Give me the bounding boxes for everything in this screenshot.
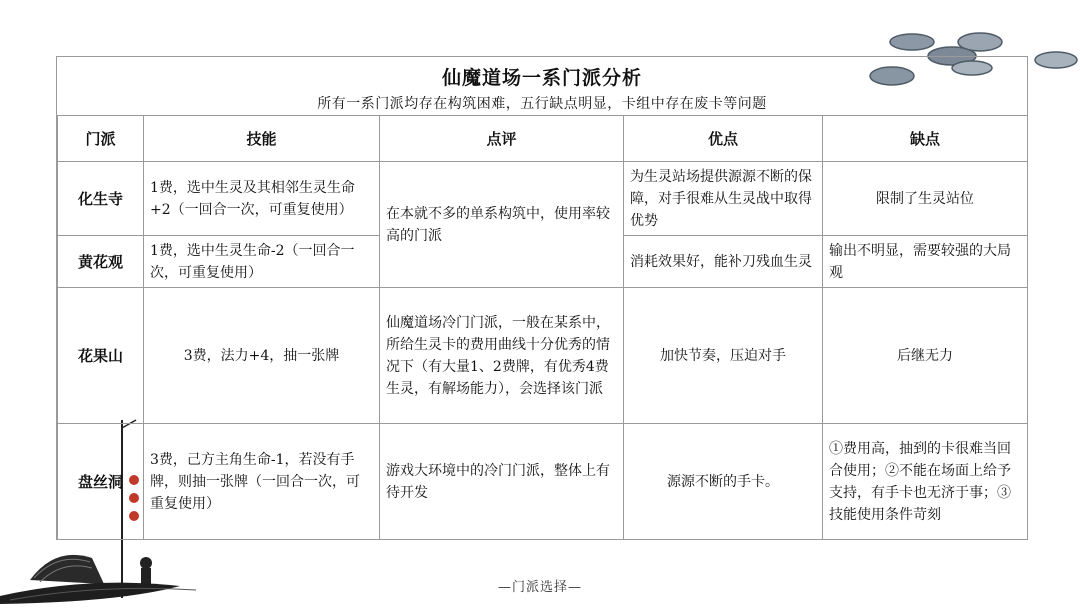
- sect-analysis-table: [57, 115, 1028, 540]
- sect-name: 花果山: [58, 288, 144, 424]
- skill-cell: 1费，选中生灵生命-2（一回合一次，可重复使用）: [144, 236, 380, 288]
- table-row: [58, 162, 1028, 236]
- skill-cell: 1费，选中生灵及其相邻生灵生命+2（一回合一次，可重复使用）: [144, 162, 380, 236]
- cons-cell: 后继无力: [823, 288, 1028, 424]
- cons-cell: ①费用高，抽到的卡很难当回合使用；②不能在场面上给予支持，有手卡也无济于事；③技能使用条件苛刻: [823, 424, 1028, 540]
- column-header-pros: 优点: [624, 116, 823, 162]
- comment-cell: 仙魔道场冷门门派，一般在某系中，所给生灵卡的费用曲线十分优秀的情况下（有大量1、2费牌，有优秀4费生灵，有解场能力），会选择该门派: [380, 288, 624, 424]
- column-header-sect: 门派: [58, 116, 144, 162]
- analysis-frame: [56, 56, 1028, 540]
- sect-name: 黄花观: [58, 236, 144, 288]
- comment-cell: 游戏大环境中的冷门门派，整体上有待开发: [380, 424, 624, 540]
- pros-cell: 消耗效果好，能补刀残血生灵: [624, 236, 823, 288]
- column-header-skill: 技能: [144, 116, 380, 162]
- page-subtitle: 所有一系门派均存在构筑困难，五行缺点明显，卡组中存在废卡等问题: [317, 96, 767, 112]
- page-title: 仙魔道场一系门派分析: [441, 67, 642, 89]
- skill-cell: 3费，法力+4，抽一张牌: [144, 288, 380, 424]
- header: [57, 57, 1027, 116]
- pros-cell: 加快节奏，压迫对手: [624, 288, 823, 424]
- pros-cell: 为生灵站场提供源源不断的保障，对手很难从生灵战中取得优势: [624, 162, 823, 236]
- sect-name: 化生寺: [58, 162, 144, 236]
- comment-cell: 在本就不多的单系构筑中，使用率较高的门派: [380, 162, 624, 288]
- table-row: [58, 424, 1028, 540]
- sect-name: 盘丝洞: [58, 424, 144, 540]
- cons-cell: 输出不明显，需要较强的大局观: [823, 236, 1028, 288]
- column-header-cons: 缺点: [823, 116, 1028, 162]
- column-header-comment: 点评: [380, 116, 624, 162]
- table-row: [58, 288, 1028, 424]
- cons-cell: 限制了生灵站位: [823, 162, 1028, 236]
- pros-cell: 源源不断的手卡。: [624, 424, 823, 540]
- table-header-row: [58, 116, 1028, 162]
- skill-cell: 3费，己方主角生命-1，若没有手牌，则抽一张牌（一回合一次，可重复使用）: [144, 424, 380, 540]
- footer-label: —门派选择—: [497, 580, 582, 595]
